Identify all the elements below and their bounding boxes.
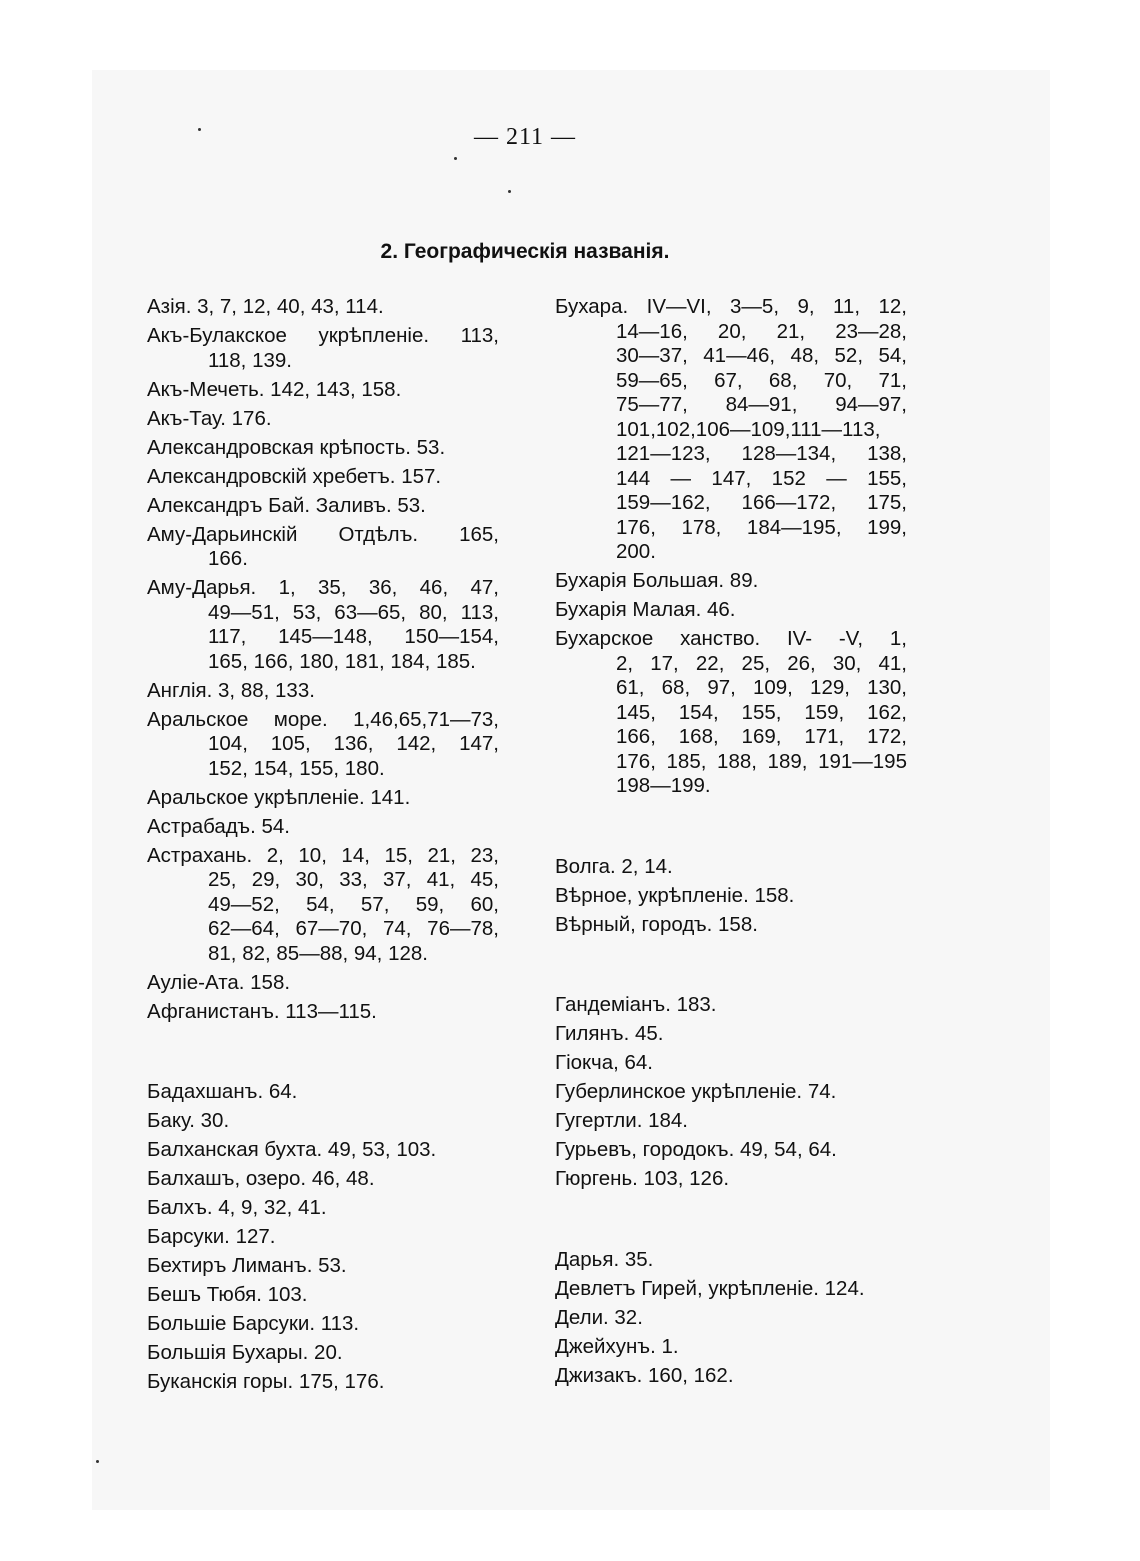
entry-continuation-line: 176, 178, 184—195, 199,: [616, 515, 907, 539]
entry-heading-line: Александръ Бай. Заливъ. 53.: [147, 493, 426, 517]
index-entry: [147, 815, 499, 840]
entry-heading-line: Азія. 3, 7, 12, 40, 43, 114.: [147, 295, 384, 318]
index-entry: [147, 1080, 499, 1105]
index-entry: [147, 407, 499, 432]
entry-heading-line: Англія. 3, 88, 133.: [147, 678, 315, 702]
index-entry: [147, 1000, 499, 1025]
entry-heading-line: Барсуки. 127.: [147, 1225, 276, 1248]
entry-continuation-line: 59—65, 67, 68, 70, 71,: [616, 368, 907, 392]
entry-continuation-line: 75—77, 84—91, 94—97,: [616, 393, 907, 416]
index-entry: [555, 855, 907, 880]
index-entry: [555, 598, 907, 623]
index-entry: [147, 295, 499, 320]
index-entry: [555, 913, 907, 938]
index-entry: [555, 627, 907, 799]
entry-heading-line: Александровская крѣпость. 53.: [147, 435, 446, 459]
entry-heading-line: Дели. 32.: [555, 1305, 643, 1329]
entry-heading-line: Бадахшанъ. 64.: [147, 1080, 298, 1103]
index-column-left: [147, 295, 499, 1395]
index-entry: [147, 1254, 499, 1279]
entry-continuation-line: 200.: [616, 540, 656, 563]
entry-heading-line: Большіе Барсуки. 113.: [147, 1312, 360, 1335]
entry-heading-line: Вѣрный, городъ. 158.: [555, 912, 758, 936]
entry-heading-line: Бухарія Малая. 46.: [555, 598, 736, 621]
index-entry: [555, 1022, 907, 1047]
entry-continuation-line: 2, 17, 22, 25, 26, 30, 41,: [616, 651, 907, 675]
index-entry: [147, 1312, 499, 1337]
entry-continuation-line: 49—51, 53, 63—65, 80, 113,: [208, 600, 499, 624]
section-title: 2. Географическія названія.: [380, 240, 670, 263]
entry-heading-line: Вѣрное, укрѣпленіе. 158.: [555, 883, 795, 907]
entry-heading-line: Афганистанъ. 113—115.: [147, 999, 377, 1023]
entry-heading-line: Баку. 30.: [147, 1109, 230, 1132]
entry-heading-line: Гурьевъ, городокъ. 49, 54, 64.: [555, 1138, 837, 1161]
index-entry: [147, 576, 499, 674]
entry-heading-line: Акъ-Тау. 176.: [147, 406, 272, 430]
entry-continuation-line: 62—64, 67—70, 74, 76—78,: [208, 917, 499, 940]
entry-continuation-line: 152, 154, 155, 180.: [208, 756, 385, 780]
entry-heading-line: Аральское море. 1,46,65,71—73,: [147, 707, 499, 731]
index-entry: [555, 1109, 907, 1134]
index-entry: [147, 971, 499, 996]
entry-continuation-line: 104, 105, 136, 142, 147,: [208, 732, 499, 755]
index-entry: [147, 465, 499, 490]
entry-continuation-line: 145, 154, 155, 159, 162,: [616, 700, 907, 724]
entry-heading-line: Гилянъ. 45.: [555, 1022, 664, 1045]
entry-continuation-line: 118, 139.: [208, 348, 292, 372]
entry-heading-line: Бухара. IV—VI, 3—5, 9, 11, 12,: [555, 295, 907, 318]
index-entry: [147, 1138, 499, 1163]
entry-heading-line: Девлетъ Гирей, укрѣпленіе. 124.: [555, 1276, 865, 1300]
entry-heading-line: Бехтиръ Лиманъ. 53.: [147, 1254, 347, 1277]
index-entry: [555, 1364, 907, 1389]
entry-continuation-line: 49—52, 54, 57, 59, 60,: [208, 892, 499, 916]
index-entry: [555, 1051, 907, 1076]
index-entry: [555, 1306, 907, 1331]
entry-heading-line: Буканскія горы. 175, 176.: [147, 1370, 385, 1393]
entry-heading-line: Дарья. 35.: [555, 1247, 654, 1271]
entry-heading-line: Акъ-Булакское укрѣпленіе. 113,: [147, 324, 499, 347]
entry-heading-line: Гюргень. 103, 126.: [555, 1167, 730, 1190]
entry-continuation-line: 198—199.: [616, 774, 711, 797]
letter-group: [555, 1248, 907, 1389]
letter-group: [147, 295, 499, 1024]
index-entry: [555, 1248, 907, 1273]
index-entry: [555, 1080, 907, 1105]
index-entry: [147, 708, 499, 782]
speck: [454, 157, 457, 160]
index-entry: [555, 1138, 907, 1163]
entry-heading-line: Астрабадъ. 54.: [147, 814, 290, 838]
index-column-right: [555, 295, 907, 1388]
index-entry: [555, 884, 907, 909]
entry-heading-line: Аму-Дарьинскій Отдѣлъ. 165,: [147, 522, 499, 546]
entry-continuation-line: 144 — 147, 152 — 155,: [616, 466, 907, 490]
entry-heading-line: Большія Бухары. 20.: [147, 1341, 343, 1364]
speck: [508, 190, 511, 193]
entry-heading-line: Ауліе-Ата. 158.: [147, 970, 291, 994]
entry-continuation-line: 121—123, 128—134, 138,: [616, 442, 907, 465]
index-entry: [555, 1167, 907, 1192]
index-entry: [147, 1341, 499, 1366]
index-entry: [147, 1225, 499, 1250]
entry-heading-line: Гугертли. 184.: [555, 1109, 688, 1132]
speck: [96, 1460, 99, 1463]
entry-continuation-line: 14—16, 20, 21, 23—28,: [616, 319, 907, 343]
entry-heading-line: Бухарское ханство. IV- -V, 1,: [555, 627, 907, 650]
index-entry: [147, 844, 499, 967]
index-entry: [147, 679, 499, 704]
entry-continuation-line: 166.: [208, 547, 248, 570]
entry-heading-line: Губерлинское укрѣпленіе. 74.: [555, 1080, 837, 1103]
entry-heading-line: Джейхунъ. 1.: [555, 1334, 679, 1358]
entry-continuation-line: 30—37, 41—46, 48, 52, 54,: [616, 344, 907, 367]
entry-continuation-line: 117, 145—148, 150—154,: [208, 625, 499, 648]
entry-heading-line: Бухарія Большая. 89.: [555, 569, 759, 592]
index-entry: [555, 295, 907, 565]
index-entry: [555, 1335, 907, 1360]
entry-continuation-line: 81, 82, 85—88, 94, 128.: [208, 941, 428, 965]
entry-heading-line: Акъ-Мечеть. 142, 143, 158.: [147, 377, 402, 401]
entry-heading-line: Бешъ Тюбя. 103.: [147, 1283, 308, 1306]
index-entry: [555, 569, 907, 594]
index-entry: [147, 436, 499, 461]
index-entry: [147, 378, 499, 403]
letter-group: [555, 855, 907, 938]
index-entry: [147, 1167, 499, 1192]
page-number: — 211 —: [473, 124, 577, 150]
entry-heading-line: Аму-Дарья. 1, 35, 36, 46, 47,: [147, 576, 499, 599]
index-entry: [147, 1370, 499, 1395]
index-entry: [147, 1283, 499, 1308]
entry-continuation-line: 25, 29, 30, 33, 37, 41, 45,: [208, 868, 499, 891]
index-entry: [147, 1109, 499, 1134]
index-entry: [555, 1277, 907, 1302]
entry-continuation-line: 101,102,106—109,111—113,: [616, 417, 881, 441]
entry-heading-line: Астрахань. 2, 10, 14, 15, 21, 23,: [147, 843, 499, 867]
entry-heading-line: Балхъ. 4, 9, 32, 41.: [147, 1196, 327, 1219]
entry-continuation-line: 159—162, 166—172, 175,: [616, 491, 907, 514]
index-entry: [147, 786, 499, 811]
speck: [198, 128, 201, 131]
entry-heading-line: Балхашъ, озеро. 46, 48.: [147, 1167, 375, 1190]
entry-heading-line: Джизакъ. 160, 162.: [555, 1363, 734, 1387]
entry-heading-line: Балханская бухта. 49, 53, 103.: [147, 1138, 437, 1161]
entry-heading-line: Гандеміанъ. 183.: [555, 993, 717, 1016]
entry-continuation-line: 176, 185, 188, 189, 191—195: [616, 749, 907, 773]
entry-heading-line: Гіокча, 64.: [555, 1051, 653, 1074]
index-entry: [555, 993, 907, 1018]
index-entry: [147, 1196, 499, 1221]
entry-continuation-line: 165, 166, 180, 181, 184, 185.: [208, 649, 476, 673]
letter-group: [555, 993, 907, 1192]
index-entry: [147, 523, 499, 572]
letter-group: [555, 295, 907, 799]
entry-continuation-line: 166, 168, 169, 171, 172,: [616, 725, 907, 748]
entry-heading-line: Волга. 2, 14.: [555, 854, 673, 878]
entry-heading-line: Аральское укрѣпленіе. 141.: [147, 785, 411, 809]
index-entry: [147, 494, 499, 519]
entry-continuation-line: 61, 68, 97, 109, 129, 130,: [616, 676, 907, 699]
letter-group: [147, 1080, 499, 1395]
index-entry: [147, 324, 499, 373]
entry-heading-line: Александровскій хребетъ. 157.: [147, 464, 442, 488]
